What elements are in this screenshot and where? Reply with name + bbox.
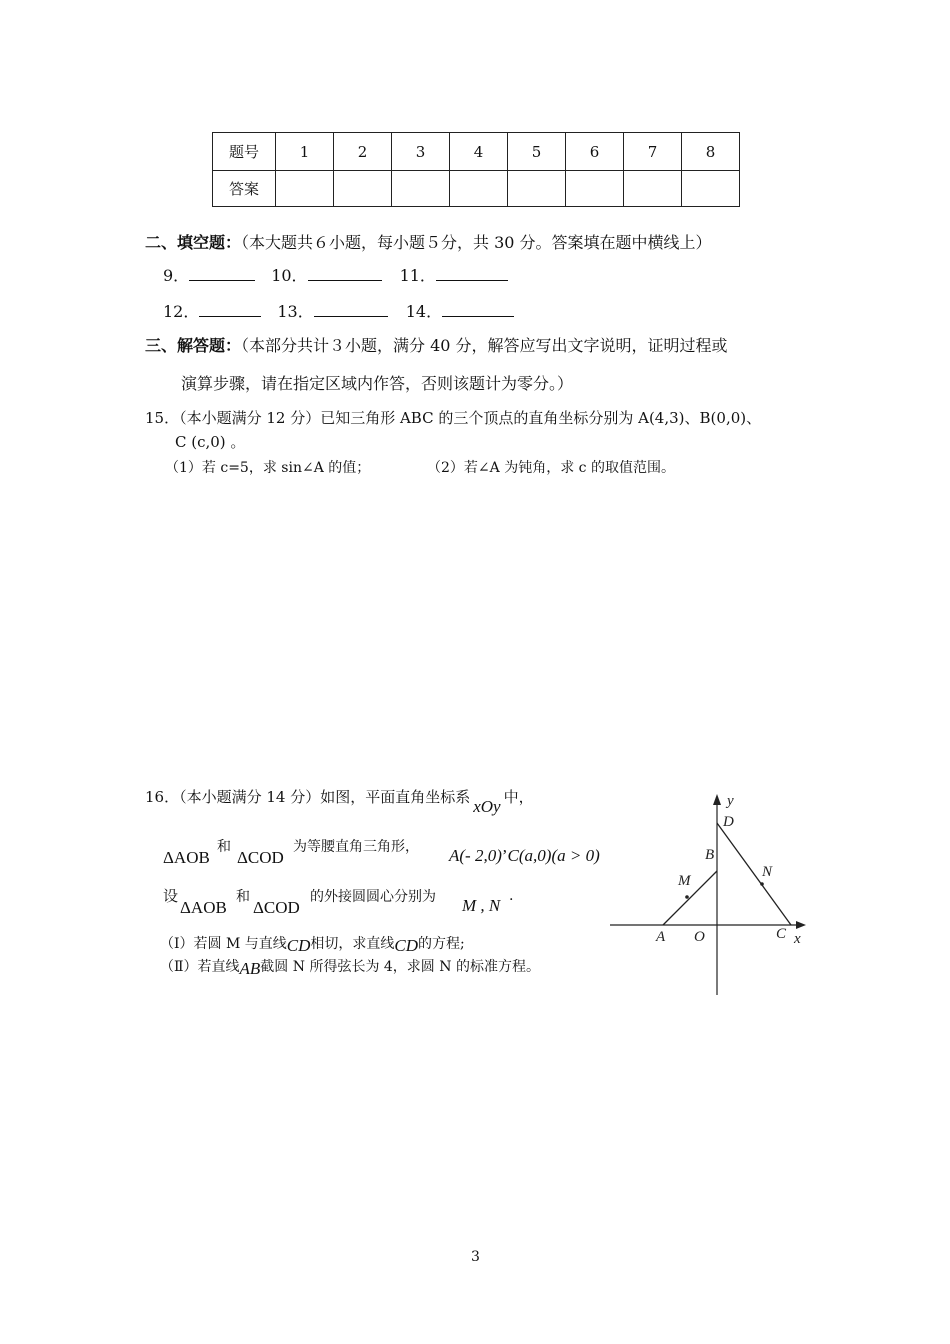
- answer-cell[interactable]: [682, 171, 740, 207]
- blank-line[interactable]: [436, 266, 508, 281]
- q16-intro-text: 16．（本小题满分 14 分）如图，平面直角坐标系: [145, 788, 471, 806]
- y-axis-arrow: [713, 794, 721, 805]
- q16-part2-pre: （Ⅱ）若直线: [160, 959, 240, 975]
- q16-part1-post: 的方程;: [418, 936, 465, 952]
- q16-part1-pre: （Ⅰ）若圆 M 与直线: [160, 936, 287, 952]
- q16-part1: [160, 933, 465, 953]
- label-o: O: [694, 929, 705, 945]
- q16-she: 设: [163, 887, 179, 905]
- section2-desc: （本大题共６小题，每小题５分，共 30 分。答案填在题中横线上）: [241, 233, 712, 252]
- q16-points: A(- 2,0)’C(a,0)(a > 0): [449, 846, 600, 865]
- q16-tri1: ΔAOB: [163, 848, 210, 867]
- answer-cell[interactable]: [508, 171, 566, 207]
- q16-ab: AB: [239, 959, 261, 978]
- label-x: x: [794, 931, 801, 947]
- q15-part1: （1）若 c=5，求 sin∠A 的值；: [165, 460, 371, 476]
- coordinate-figure: [610, 785, 820, 1000]
- q16-he-1: 和: [217, 839, 231, 855]
- label-n: N: [762, 864, 773, 880]
- answer-cell[interactable]: [334, 171, 392, 207]
- label-y: y: [727, 793, 734, 809]
- q16-tri2: ΔCOD: [237, 848, 284, 867]
- blank-label: 14．: [405, 302, 443, 321]
- q16-part1-mid: 相切，求直线: [310, 936, 395, 952]
- answer-cell[interactable]: [276, 171, 334, 207]
- answer-table-number: 5: [508, 133, 566, 171]
- answer-table-number: 4: [450, 133, 508, 171]
- blank-label: 10．: [271, 266, 308, 285]
- point-m: [685, 895, 689, 899]
- q16-xoy: xOy: [473, 797, 501, 816]
- blank-line[interactable]: [199, 302, 261, 317]
- answer-cell[interactable]: [392, 171, 450, 207]
- answer-table-number: 8: [682, 133, 740, 171]
- blank-label: 12．: [163, 302, 200, 321]
- section2-heading: [145, 230, 712, 253]
- blank-line[interactable]: [308, 266, 382, 281]
- q16-he-2: 和: [236, 889, 250, 905]
- answer-table-header-row: [213, 133, 740, 171]
- blank-line[interactable]: [189, 266, 255, 281]
- answer-table: [212, 132, 740, 207]
- section3-desc-2: 演算步骤，请在指定区域内作答，否则该题计为零分。）: [181, 374, 574, 393]
- answer-table-answer-row: [213, 171, 740, 207]
- answer-cell[interactable]: [624, 171, 682, 207]
- q15-line2: C (c,0) 。: [175, 433, 246, 451]
- q16-tri2-b: ΔCOD: [253, 898, 300, 917]
- q16-intro: [145, 786, 534, 816]
- q16-circum: 的外接圆圆心分别为: [310, 889, 436, 905]
- q16-zhong: 中，: [503, 788, 534, 806]
- q16-cd: CD: [286, 936, 311, 955]
- section3-heading: [145, 333, 728, 356]
- section3-desc-1: （本部分共计３小题，满分 40 分，解答应写出文字说明，证明过程或: [241, 336, 728, 355]
- answer-cell[interactable]: [450, 171, 508, 207]
- answer-table-number: 2: [334, 133, 392, 171]
- blanks-row-1: [163, 263, 508, 286]
- blank-line[interactable]: [314, 302, 388, 317]
- q15-part2: （2）若∠A 为钝角，求 c 的取值范围。: [427, 460, 675, 476]
- q16-mn: M , N: [462, 896, 501, 915]
- label-c: C: [776, 926, 787, 942]
- q16-part2-post: 截圆 N 所得弦长为 4，求圆 N 的标准方程。: [260, 959, 540, 975]
- label-d: D: [723, 814, 734, 830]
- label-a: A: [656, 929, 666, 945]
- q16-tri1-b: ΔAOB: [180, 898, 227, 917]
- blank-line[interactable]: [442, 302, 514, 317]
- x-axis-arrow: [796, 921, 806, 929]
- q16-dot: .: [509, 888, 514, 904]
- q16-part2: [160, 956, 540, 976]
- q16-point-a: A(- 2,0): [449, 846, 502, 865]
- line-cd: [717, 823, 791, 925]
- answer-table-number: 7: [624, 133, 682, 171]
- answer-table-number: 1: [276, 133, 334, 171]
- answer-table-number: 3: [392, 133, 450, 171]
- label-b: B: [705, 847, 715, 863]
- q16-point-c: C(a,0)(a > 0): [507, 846, 600, 865]
- answer-cell[interactable]: [566, 171, 624, 207]
- q15-line1: 15．（本小题满分 12 分）已知三角形 ABC 的三个顶点的直角坐标分别为 A(4,3)、B(0,0)、: [145, 409, 762, 427]
- blanks-row-2: [163, 299, 514, 322]
- answer-table-header-label: 题号: [213, 133, 276, 171]
- label-m: M: [678, 873, 691, 889]
- q16-cd-2: CD: [394, 936, 419, 955]
- answer-table-row-label: 答案: [213, 171, 276, 207]
- blank-label: 11．: [399, 266, 436, 285]
- blank-label: 9．: [163, 266, 190, 285]
- answer-table-number: 6: [566, 133, 624, 171]
- blank-label: 13．: [277, 302, 314, 321]
- section3-title: 三、解答题：: [145, 336, 242, 355]
- q16-isosceles: 为等腰直角三角形，: [293, 839, 419, 855]
- page-number: 3: [471, 1249, 480, 1265]
- point-n: [760, 882, 764, 886]
- section2-title: 二、填空题：: [145, 233, 242, 252]
